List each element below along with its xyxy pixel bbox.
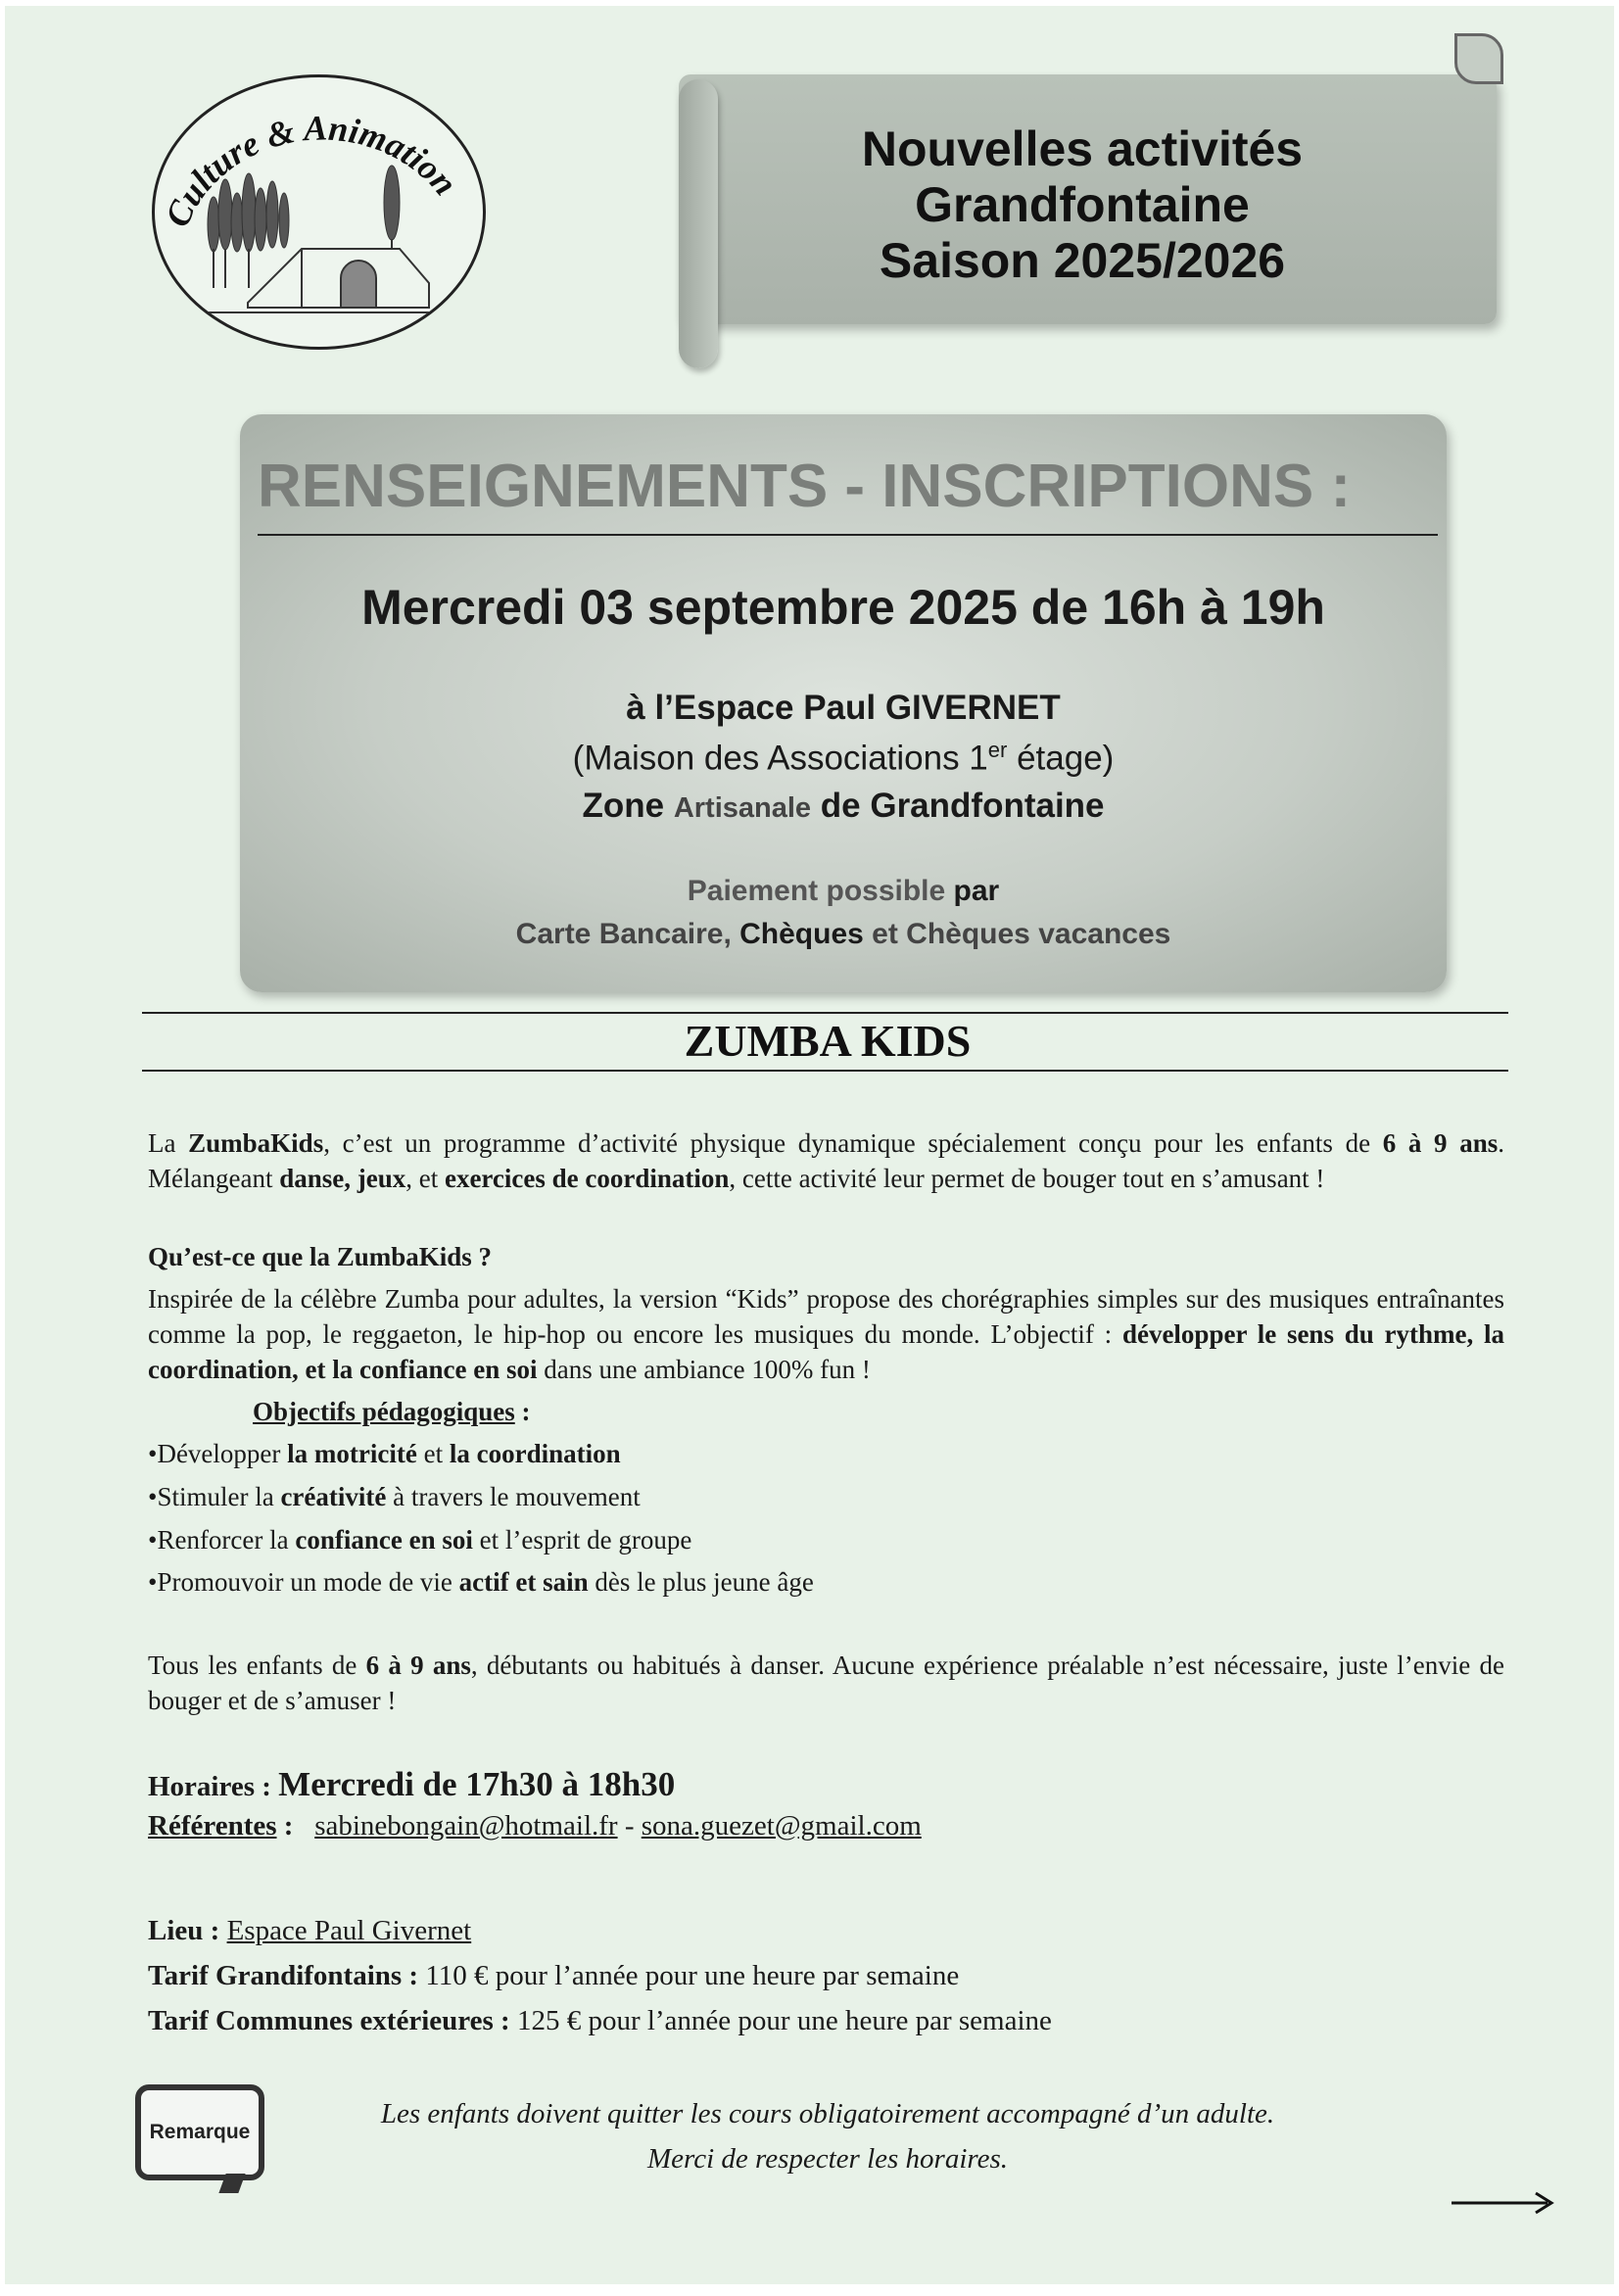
remark-line-1: Les enfants doivent quitter les cours obligatoirement accompagné d’un adulte.	[380, 2098, 1275, 2129]
tariff-local-line: Tarif Grandifontains : 110 € pour l’année pour une heure par semaine	[148, 1960, 960, 1991]
referents-line: Référentes : sabinebongain@hotmail.fr - sona.guezet@gmail.com	[148, 1810, 922, 1842]
payment-line: Paiement possible par	[687, 875, 1000, 907]
banner-curl-left	[679, 79, 718, 368]
svg-text:Culture & Animation: Culture & Animation	[157, 108, 465, 233]
payment-methods: Carte Bancaire, Chèques et Chèques vacances	[515, 918, 1171, 950]
banner-line-1: Nouvelles activités	[861, 121, 1304, 176]
banner-line-3: Saison 2025/2026	[879, 233, 1286, 288]
banner-line-2: Grandfontaine	[915, 177, 1250, 232]
banner-curl-top	[1454, 33, 1503, 84]
logo-arc-text	[155, 77, 483, 347]
objective-item: •Promouvoir un mode de vie actif et sain dès le plus jeune âge	[148, 1567, 814, 1597]
registration-info-box	[240, 414, 1447, 992]
flyer-page	[5, 6, 1614, 2284]
registration-divider	[258, 534, 1438, 536]
question-heading: Qu’est-ce que la ZumbaKids ?	[148, 1242, 493, 1271]
objective-item: •Renforcer la confiance en soi et l’esprit de groupe	[148, 1525, 692, 1555]
banner-text	[720, 121, 1445, 289]
registration-zone: Zone Artisanale de Grandfontaine	[582, 787, 1105, 825]
culture-animation-logo	[152, 74, 486, 350]
registration-title: RENSEIGNEMENTS - INSCRIPTIONS :	[258, 453, 1352, 520]
objective-item: •Développer la motricité et la coordination	[148, 1439, 621, 1468]
remark-line-2: Merci de respecter les horaires.	[646, 2143, 1009, 2175]
tariff-external-line: Tarif Communes extérieures : 125 € pour l’année pour une heure par semaine	[148, 2005, 1052, 2036]
email-link-2[interactable]: sona.guezet@gmail.com	[641, 1810, 922, 1842]
objective-item: •Stimuler la créativité à travers le mouvement	[148, 1482, 641, 1511]
heading-rule-bottom	[142, 1070, 1508, 1072]
description-paragraph: Inspirée de la célèbre Zumba pour adultes, la version “Kids” propose des chorégraphies simples sur des musiques entraînantes comme la pop, le reggaeton, le hip-hop ou encore les musiques du monde. L’objectif : développer le sens du rythme, la coordination, et la confiance en soi dans une ambiance 100% fun !	[148, 1284, 1504, 1384]
remark-badge: Remarque	[135, 2084, 264, 2180]
next-page-arrow-icon	[1450, 2188, 1557, 2218]
intro-paragraph: La ZumbaKids, c’est un programme d’activité physique dynamique spécialement conçu pour les enfants de 6 à 9 ans. Mélangeant danse, jeux, et exercices de coordination, cette activité leur permet de bouger tout en s’amusant !	[148, 1128, 1504, 1193]
place-line: Lieu : Espace Paul Givernet	[148, 1915, 472, 1946]
registration-building: (Maison des Associations 1er étage)	[572, 738, 1115, 778]
email-link-1[interactable]: sabinebongain@hotmail.fr	[314, 1810, 618, 1842]
registration-date: Mercredi 03 septembre 2025 de 16h à 19h	[361, 580, 1325, 635]
section-heading: ZUMBA KIDS	[684, 1016, 972, 1066]
schedule-line: Horaires : Mercredi de 17h30 à 18h30	[148, 1765, 676, 1803]
registration-place: à l’Espace Paul GIVERNET	[626, 689, 1061, 727]
audience-paragraph: Tous les enfants de 6 à 9 ans, débutants ou habitués à danser. Aucune expérience préalable n’est nécessaire, juste l’envie de bouger et de s’amuser !	[148, 1650, 1505, 1715]
objectives-title: Objectifs pédagogiques :	[253, 1397, 531, 1426]
heading-rule-top	[142, 1012, 1508, 1014]
